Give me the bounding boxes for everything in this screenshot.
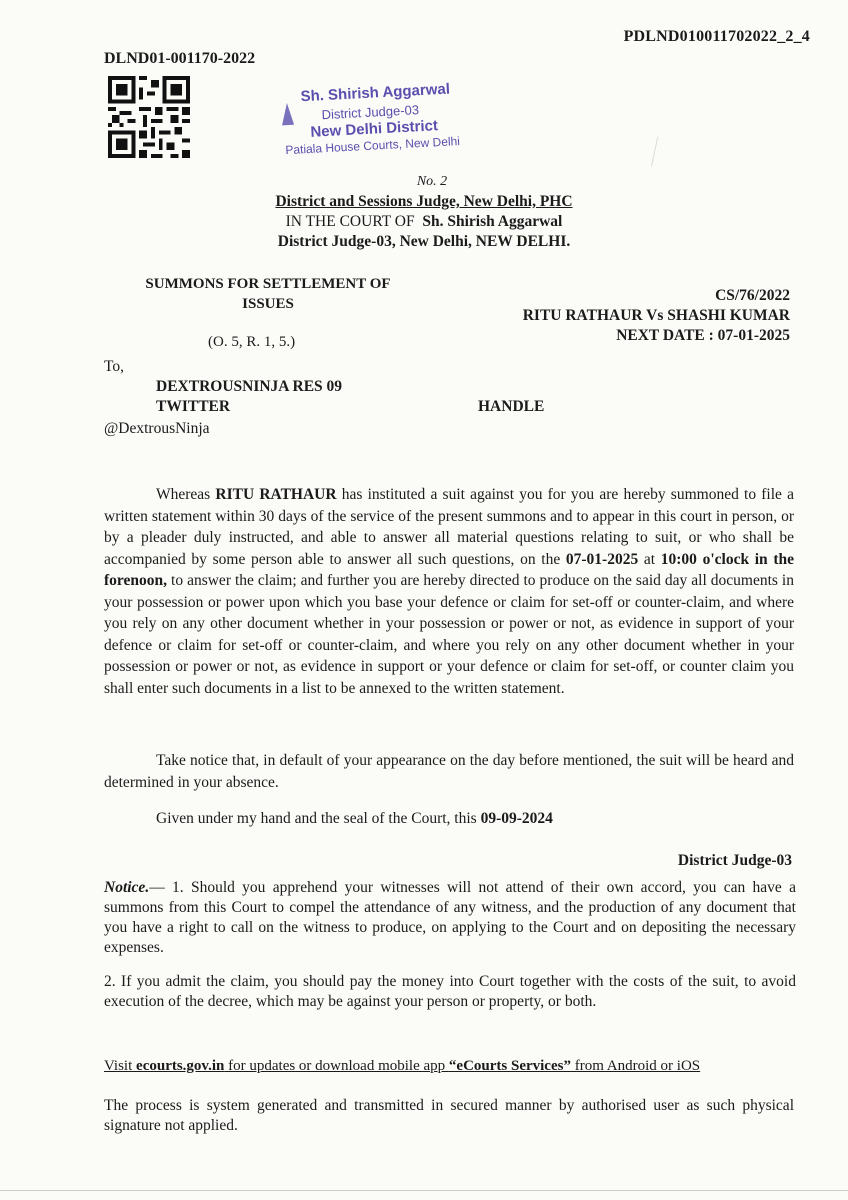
stamp-line-court: Patiala House Courts, New Delhi	[285, 134, 461, 158]
court-name: District and Sessions Judge, New Delhi, PHC	[275, 193, 573, 210]
summons-title	[118, 274, 418, 314]
summons-paragraph-2: Take notice that, in default of your appearance on the day before mentioned, the suit will be heard and determined in your absence.	[104, 752, 794, 791]
judge-designation: District Judge-03, New Delhi, NEW DELHI.	[277, 233, 571, 250]
order-rule: (O. 5, R. 1, 5.)	[208, 334, 296, 350]
in-the-court-line	[0, 212, 848, 232]
summons-title-line2: ISSUES	[242, 296, 294, 312]
summons-title-line1: SUMMONS FOR SETTLEMENT OF	[145, 276, 391, 292]
ecourts-link[interactable]: ecourts.gov.in	[136, 1058, 225, 1074]
court-stamp	[268, 74, 494, 166]
summons-paragraph-1: Whereas RITU RATHAUR has instituted a suit against you for you are hereby summoned to file a written statement within 30 days of the service of the present summons and to appear in this court in person, or by a pleader duly instructed, and able to answer all material questions relating to suit, or who shall be accompanied by some person able to answer all such questions, on the 07-01-2025 at 10:00 o'clock in the forenoon, to answer the claim; and further you are hereby directed to produce on the said day all documents in your possession or power upon which you base your defence or claim for set-off or counter-claim, and where you rely on any other document whether in your possession or power or not, as evidence in support of your defence or claim for set-off or counter-claim, and where you rely on any other document whether in your possession or power or not, as evidence in support or your defence or claim for set-off, or counter claim you shall enter such documents in a list to be annexed to the written statement.	[104, 486, 795, 697]
addressee-name-line1: DEXTROUSNINJA RES 09	[156, 378, 343, 395]
case-number: CS/76/2022	[715, 287, 790, 304]
system-generated-note: The process is system generated and transmitted in secured manner by authorised user as such physical signature not applied.	[104, 1097, 794, 1134]
issue-date: 09-09-2024	[480, 810, 553, 827]
page-bottom-edge	[0, 1190, 848, 1191]
ecourts-app-name: “eCourts Services”	[448, 1058, 571, 1074]
next-date: NEXT DATE : 07-01-2025	[616, 327, 790, 344]
addressee-handle: @DextrousNinja	[104, 420, 210, 437]
summons-paragraph-3: Given under my hand and the seal of the Court, this 09-09-2024	[156, 810, 553, 827]
ecourts-visit-line: Visit ecourts.gov.in for updates or download mobile app “eCourts Services” from Android or iOS	[104, 1058, 701, 1074]
scan-artifact	[651, 137, 672, 169]
case-parties: RITU RATHAUR Vs SHASHI KUMAR	[522, 307, 790, 324]
signer-designation: District Judge-03	[677, 852, 792, 869]
in-the-court-prefix: IN THE COURT OF	[285, 213, 415, 230]
addressee-handle-word: HANDLE	[478, 398, 545, 415]
qr-code	[108, 76, 190, 158]
case-details	[523, 286, 790, 346]
hearing-date: 07-01-2025	[565, 550, 639, 568]
hearing-time: 10:00 o'clock in the forenoon,	[104, 550, 795, 589]
stamp-line-district: New Delhi District	[310, 117, 439, 141]
plaintiff-name: RITU RATHAUR	[215, 486, 337, 503]
case-reference: DLND01-001170-2022	[104, 50, 256, 67]
stamp-line-designation: District Judge-03	[321, 102, 420, 123]
notice-item-1: Notice.— 1. Should you apprehend your witnesses will not attend of their own accord, you can have a summons from this Court to compel the attendance of any witness, and the production of any document that you have a right to call on the witness to produce, on applying to the Court and on depositing the necessary expenses.	[104, 879, 796, 956]
notice-label: Notice.	[104, 879, 150, 896]
judge-name: Sh. Shirish Aggarwal	[422, 213, 563, 230]
form-number: No. 2	[416, 174, 448, 189]
notice-item-2: 2. If you admit the claim, you should pay the money into Court together with the costs of the suit, to avoid execution of the decree, which may be against your person or property, or both.	[104, 973, 796, 1010]
stamp-line-judge-name: Sh. Shirish Aggarwal	[300, 80, 451, 106]
addressee-name-line2: TWITTER	[156, 398, 231, 415]
stamp-emblem-icon	[281, 103, 294, 126]
to-label: To,	[104, 358, 125, 375]
page-reference: PDLND010011702022_2_4	[623, 28, 810, 45]
